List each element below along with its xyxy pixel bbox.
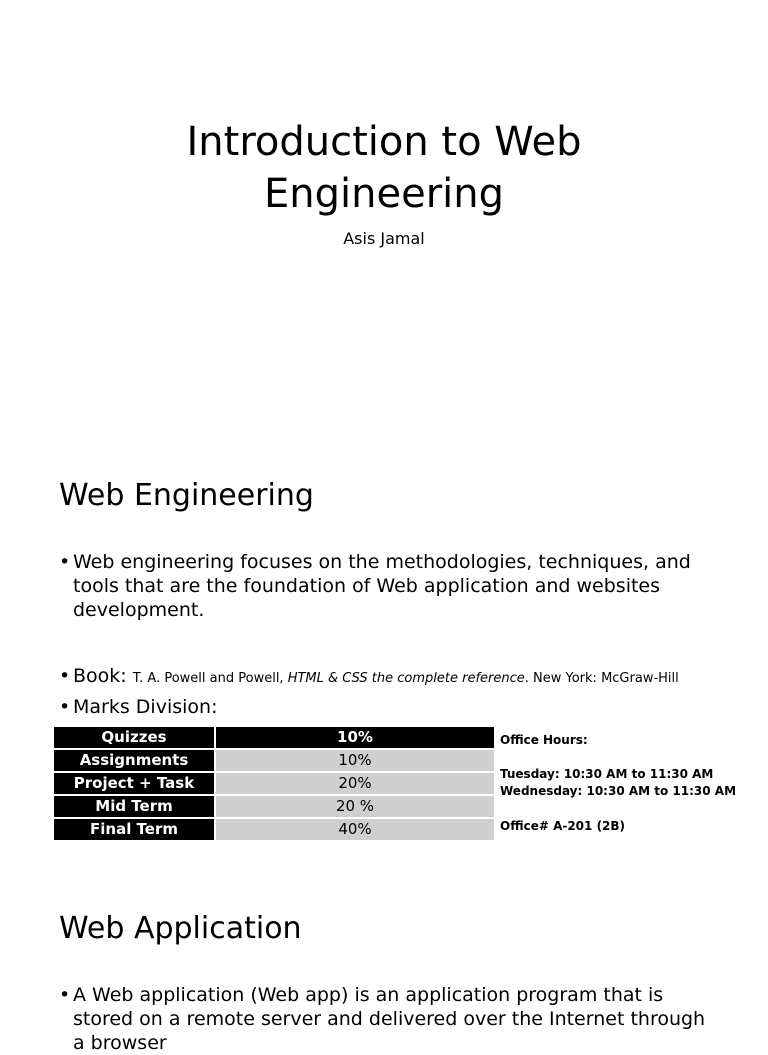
slide-title-line-1: Introduction to Web (186, 119, 582, 165)
marks-weight: 20 % (215, 795, 494, 818)
marks-item: Quizzes (54, 726, 215, 749)
book-reference (133, 671, 679, 686)
book-authors: T. A. Powell and Powell, (132, 671, 284, 686)
book-label: Book: (73, 665, 127, 687)
marks-item: Project + Task (54, 772, 215, 795)
table-row (54, 795, 494, 818)
section-heading-web-engineering: Web Engineering (59, 478, 314, 513)
slide-title (0, 116, 768, 220)
office-hours-wednesday: Wednesday: 10:30 AM to 11:30 AM (500, 784, 737, 798)
marks-weight: 40% (215, 818, 494, 840)
marks-weight: 10% (215, 726, 494, 749)
bullet-web-engineering-definition (59, 550, 719, 622)
slide-title-line-2: Engineering (264, 171, 504, 217)
marks-division-table (54, 725, 494, 840)
bullet-web-application-definition (59, 983, 719, 1055)
book-publisher: . New York: McGraw-Hill (524, 671, 679, 686)
bullet-book (59, 664, 719, 691)
marks-item: Mid Term (54, 795, 215, 818)
slide-author: Asis Jamal (343, 229, 425, 248)
office-number: Office# A-201 (2B) (500, 819, 626, 833)
section-heading-web-application: Web Application (59, 911, 302, 946)
marks-item: Assignments (54, 749, 215, 772)
table-row (54, 749, 494, 772)
bullet-text: A Web application (Web app) is an application program that is stored on a remote server and delivered over the Internet through a browser (73, 984, 706, 1054)
bullet-dot-icon: • (59, 696, 71, 718)
office-hours-label: Office Hours: (500, 733, 588, 747)
bullet-dot-icon: • (59, 984, 71, 1006)
table-row (54, 726, 494, 749)
bullet-dot-icon: • (59, 551, 71, 573)
office-hours-tuesday: Tuesday: 10:30 AM to 11:30 AM (500, 767, 714, 781)
marks-weight: 20% (215, 772, 494, 795)
bullet-text: Web engineering focuses on the methodologies, techniques, and tools that are the foundation of Web application and websites development. (73, 551, 691, 621)
marks-weight: 10% (215, 749, 494, 772)
table-row (54, 772, 494, 795)
bullet-marks-division (59, 695, 719, 719)
marks-item: Final Term (54, 818, 215, 840)
book-title: HTML & CSS the complete reference (287, 671, 525, 686)
marks-division-label: Marks Division: (73, 696, 218, 718)
table-row (54, 818, 494, 840)
bullet-dot-icon: • (59, 665, 71, 687)
